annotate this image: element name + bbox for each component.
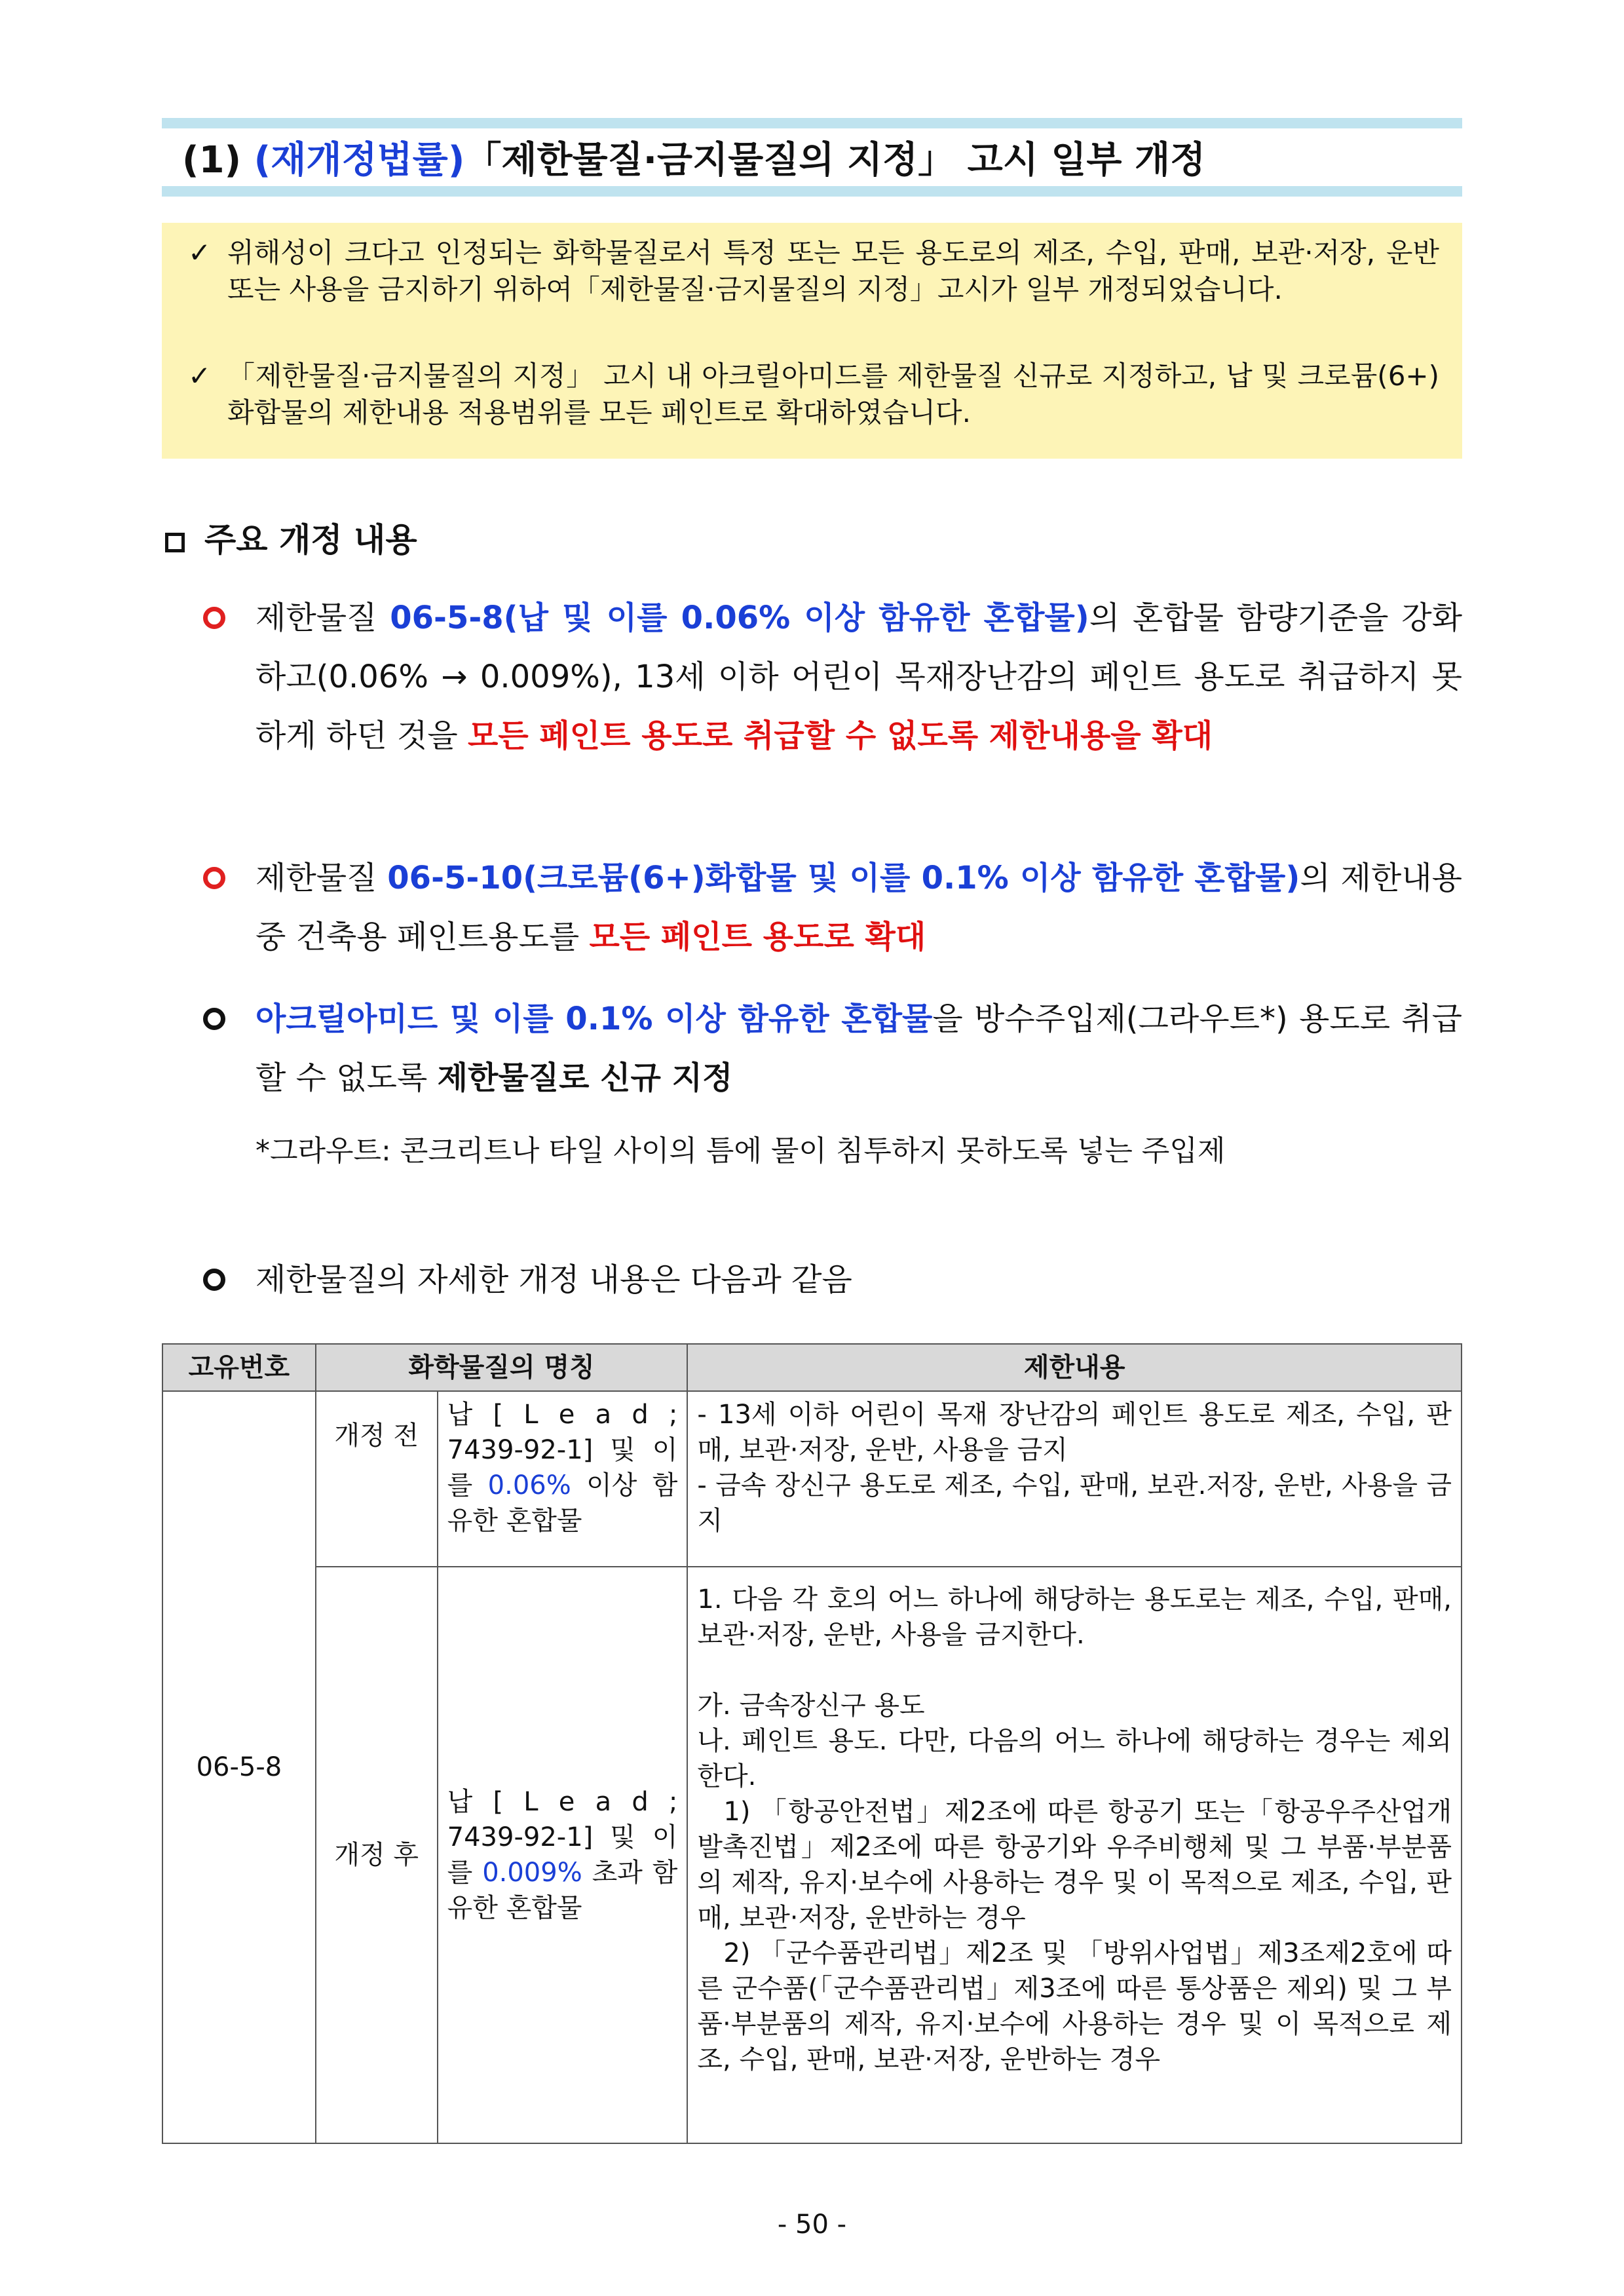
title-rest: 「제한물질·금지물질의 지정」 고시 일부 개정	[464, 139, 1206, 182]
notice-item-2	[188, 358, 1439, 431]
before-name-part-1: 납 [ L e a d ; 7439-92-1] 및 이를	[447, 1400, 678, 1501]
restriction-table	[162, 1343, 1462, 2144]
title-blue: (재개정법률)	[254, 139, 465, 182]
after-content-line-2: 가. 금속장신구 용도	[697, 1691, 925, 1721]
bullet-2	[203, 849, 1462, 966]
bullet-1-text	[255, 588, 1462, 765]
cell-before-name	[438, 1391, 688, 1567]
bullet-3-blue: 아크릴아미드 및 이를 0.1% 이상 함유한 혼합물	[255, 1001, 933, 1037]
circle-bullet-icon	[203, 1008, 225, 1030]
notice-text-1: 위해성이 크다고 인정되는 화학물질로서 특정 또는 모든 용도로의 제조, 수입, 판매, 보관·저장, 운반 또는 사용을 금지하기 위하여「제한물질·금지물질의 지정」고시가 일부 개정되었습니다.	[227, 237, 1439, 305]
after-content-line-5: 2) 「군수품관리법」제2조 및 「방위사업법」제3조제2호에 따른 군수품(「군수품관리법」제3조에 따른 통상품은 제외) 및 그 부품·부분품의 제작, 유지·보수에 사용하는 경우 및 이 목적으로 제조, 수입, 판매, 보관·저장, 운반하는 경우	[697, 1938, 1452, 2075]
header-content: 제한내용	[687, 1344, 1462, 1391]
cell-after-content	[687, 1567, 1462, 2143]
bullet-2-blue: 06-5-10(크로뮴(6+)화합물 및 이를 0.1% 이상 함유한 혼합물)	[387, 860, 1300, 896]
table-row-before	[162, 1391, 1462, 1567]
after-content-line-1: 1. 다음 각 호의 어느 하나에 해당하는 용도로는 제조, 수입, 판매, 보관·저장, 운반, 사용을 금지한다.	[697, 1584, 1452, 1650]
header-rule-bottom	[162, 186, 1462, 197]
before-name-part-2: 이상 함유한 혼합물	[447, 1470, 678, 1536]
bullet-2-red: 모든 페인트 용도로 확대	[589, 919, 926, 955]
cell-after-label: 개정 후	[316, 1567, 438, 2143]
cell-before-content	[687, 1391, 1462, 1567]
bullet-1-part-2: 의 혼합물 함량기준을 강화하고(0.06% → 0.009%), 13세 이하 어린이 목재장난감의 페인트 용도로 취급하지 못하게 하던 것을	[255, 600, 1462, 754]
notice-box	[162, 223, 1462, 459]
circle-bullet-icon	[203, 1269, 225, 1291]
before-content-line-2: - 금속 장신구 용도로 제조, 수입, 판매, 보관.저장, 운반, 사용을 금지	[697, 1470, 1452, 1536]
table-row-after	[162, 1567, 1462, 2143]
circle-bullet-icon	[203, 867, 225, 889]
title-number: (1)	[182, 139, 242, 182]
after-name-value: 0.009%	[482, 1858, 582, 1888]
notice-text-2: 「제한물질·금지물질의 지정」 고시 내 아크릴아미드를 제한물질 신규로 지정하고, 납 및 크로뮴(6+)화합물의 제한내용 적용범위를 모든 페인트로 확대하였습니다.	[227, 360, 1439, 429]
header-name: 화학물질의 명칭	[316, 1344, 688, 1391]
cell-id: 06-5-8	[162, 1391, 316, 2143]
before-content-line-1: - 13세 이하 어린이 목재 장난감의 페인트 용도로 제조, 수입, 판매, 보관·저장, 운반, 사용을 금지	[697, 1400, 1452, 1465]
check-icon: ✓	[188, 360, 212, 392]
header-id: 고유번호	[162, 1344, 316, 1391]
circle-bullet-icon	[203, 607, 225, 629]
bullet-3-text	[255, 989, 1462, 1107]
bullet-1-part-1: 제한물질	[255, 600, 390, 636]
square-bullet-icon	[165, 533, 185, 552]
section-heading	[165, 514, 417, 561]
after-content-line-3: 나. 페인트 용도. 다만, 다음의 어느 하나에 해당하는 경우는 제외한다.	[697, 1726, 1452, 1791]
bullet-3-bold: 제한물질로 신규 지정	[437, 1060, 733, 1096]
bullet-1-blue: 06-5-8(납 및 이를 0.06% 이상 함유한 혼합물)	[390, 600, 1089, 636]
bullet-1	[203, 588, 1462, 765]
cell-after-name	[438, 1567, 688, 2143]
cell-before-label: 개정 전	[316, 1391, 438, 1567]
bullet-2-part-2: 의 제한내용 중 건축용 페인트용도를	[255, 860, 1462, 955]
after-content-line-4: 1) 「항공안전법」제2조에 따른 항공기 또는「항공우주산업개발촉진법」제2조에 따른 항공기와 우주비행체 및 그 부품·부분품의 제작, 유지·보수에 사용하는 경우 및 이 목적으로 제조, 수입, 판매, 보관·저장, 운반하는 경우	[697, 1797, 1452, 1933]
after-name-part-1: 납 [ L e a d ; 7439-92-1] 및 이를	[447, 1787, 678, 1888]
bullet-3	[203, 989, 1462, 1107]
bullet-4-text: 제한물질의 자세한 개정 내용은 다음과 같음	[255, 1261, 852, 1298]
page-number: - 50 -	[777, 2210, 847, 2240]
section-title: 주요 개정 내용	[204, 521, 417, 559]
header-rule-top	[162, 118, 1462, 128]
grout-footnote: *그라우트: 콘크리트나 타일 사이의 틈에 물이 침투하지 못하도록 넣는 주입제	[255, 1134, 1226, 1168]
after-name-part-2: 초과 함유한 혼합물	[447, 1858, 678, 1923]
before-name-value: 0.06%	[487, 1470, 571, 1501]
bullet-1-red: 모든 페인트 용도로 취급할 수 없도록 제한내용을 확대	[467, 718, 1213, 754]
bullet-4	[203, 1250, 1462, 1309]
check-icon: ✓	[188, 237, 212, 269]
page-title	[182, 131, 1205, 183]
bullet-2-part-1: 제한물질	[255, 860, 388, 896]
table-header-row	[162, 1344, 1462, 1391]
bullet-3-part-1: 을 방수주입제(그라우트*) 용도로 취급할 수 없도록	[255, 1001, 1463, 1096]
notice-item-1	[188, 235, 1439, 308]
bullet-2-text	[255, 849, 1462, 966]
